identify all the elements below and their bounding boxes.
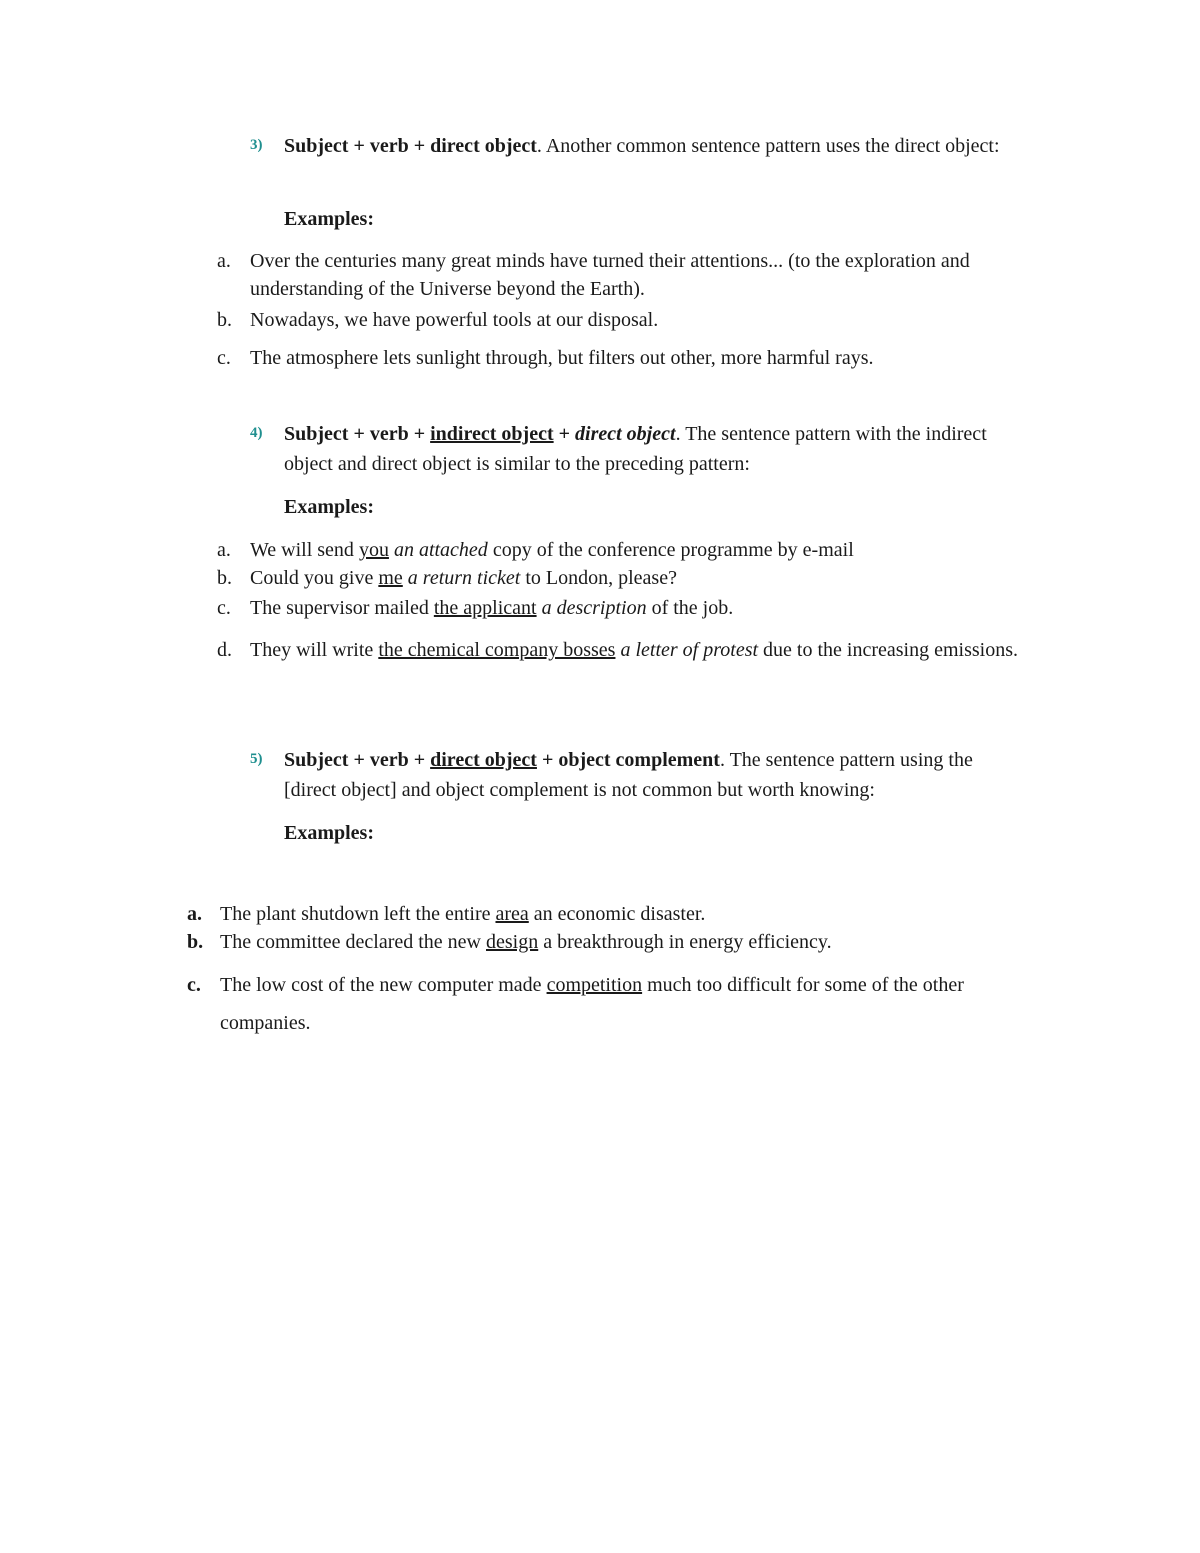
examples-label: Examples: bbox=[284, 822, 374, 844]
text-run: copy of the conference programme by e-mail bbox=[487, 539, 854, 561]
example-label: b. bbox=[217, 567, 232, 589]
example-label: b. bbox=[187, 931, 204, 953]
text-run: a description bbox=[541, 597, 647, 619]
examples-label: Examples: bbox=[284, 208, 374, 230]
text-run: Could you give bbox=[250, 567, 379, 589]
text-run: The plant shutdown left the entire bbox=[220, 903, 496, 925]
text-run: of the job. bbox=[646, 597, 734, 619]
example-label: d. bbox=[217, 639, 232, 661]
text-run: + object complement bbox=[536, 749, 720, 771]
text-run: Subject + verb + bbox=[284, 423, 431, 445]
text-run: direct object bbox=[430, 749, 537, 771]
text-run: . Another common sentence pattern uses the direct object: bbox=[536, 135, 1000, 157]
example-sentence bbox=[250, 535, 1020, 565]
text-run: you bbox=[358, 539, 389, 561]
example-sentence bbox=[250, 305, 1020, 335]
pattern-heading bbox=[284, 419, 1004, 479]
text-run: to London, please? bbox=[520, 567, 677, 589]
example-sentence bbox=[220, 899, 1050, 929]
text-run: an attached bbox=[393, 539, 488, 561]
text-run: direct object bbox=[575, 423, 676, 445]
examples-label: Examples: bbox=[284, 496, 374, 518]
example-label: c. bbox=[217, 347, 231, 369]
text-run: a breakthrough in energy efficiency. bbox=[538, 931, 832, 953]
section-number: 4) bbox=[250, 425, 263, 441]
example-sentence bbox=[250, 563, 1020, 593]
example-label: a. bbox=[217, 250, 231, 272]
example-label: a. bbox=[187, 903, 202, 925]
text-run: The supervisor mailed bbox=[250, 597, 434, 619]
text-run: me bbox=[378, 567, 403, 589]
example-sentence bbox=[250, 247, 1020, 303]
text-run: They will write bbox=[250, 639, 379, 661]
pattern-heading bbox=[284, 131, 1024, 161]
example-label: c. bbox=[217, 597, 231, 619]
text-run: indirect object bbox=[430, 423, 554, 445]
text-run: Nowadays, we have powerful tools at our disposal. bbox=[250, 309, 659, 331]
example-label: b. bbox=[217, 309, 232, 331]
text-run: . The sentence pattern using the [direct object] and object complement is not common but worth knowing: bbox=[284, 749, 973, 801]
example-sentence bbox=[220, 927, 1050, 957]
text-run: The atmosphere lets sunlight through, but filters out other, more harmful rays. bbox=[250, 347, 874, 369]
example-sentence bbox=[250, 343, 1020, 373]
example-sentence bbox=[250, 631, 1020, 669]
text-run: . The sentence pattern with the indirect object and direct object is similar to the preceding pattern: bbox=[284, 423, 987, 475]
text-run: Subject + verb + bbox=[284, 749, 431, 771]
text-run: the chemical company bosses bbox=[378, 639, 616, 661]
text-run: + bbox=[553, 423, 576, 445]
text-run: Subject + verb + direct object bbox=[284, 135, 537, 157]
example-sentence bbox=[220, 966, 1050, 1042]
pattern-heading bbox=[284, 745, 1024, 805]
text-run: competition bbox=[546, 974, 643, 996]
text-run: Over the centuries many great minds have turned their attentions... (to the exploration and understanding of the Universe beyond the Earth). bbox=[250, 250, 970, 300]
text-run: due to the increasing emissions. bbox=[758, 639, 1018, 661]
text-run: The low cost of the new computer made bbox=[220, 974, 547, 996]
text-run: area bbox=[495, 903, 529, 925]
text-run: the applicant bbox=[433, 597, 537, 619]
text-run: design bbox=[486, 931, 539, 953]
example-sentence bbox=[250, 593, 1020, 623]
section-number: 5) bbox=[250, 751, 263, 767]
text-run: The committee declared the new bbox=[220, 931, 486, 953]
text-run: a letter of protest bbox=[620, 639, 759, 661]
section-number: 3) bbox=[250, 137, 263, 153]
text-run: We will send bbox=[250, 539, 359, 561]
example-label: c. bbox=[187, 974, 201, 996]
text-run: much too difficult for some of the other companies. bbox=[220, 974, 964, 1034]
text-run: an economic disaster. bbox=[528, 903, 706, 925]
text-run: a return ticket bbox=[407, 567, 521, 589]
example-label: a. bbox=[217, 539, 231, 561]
